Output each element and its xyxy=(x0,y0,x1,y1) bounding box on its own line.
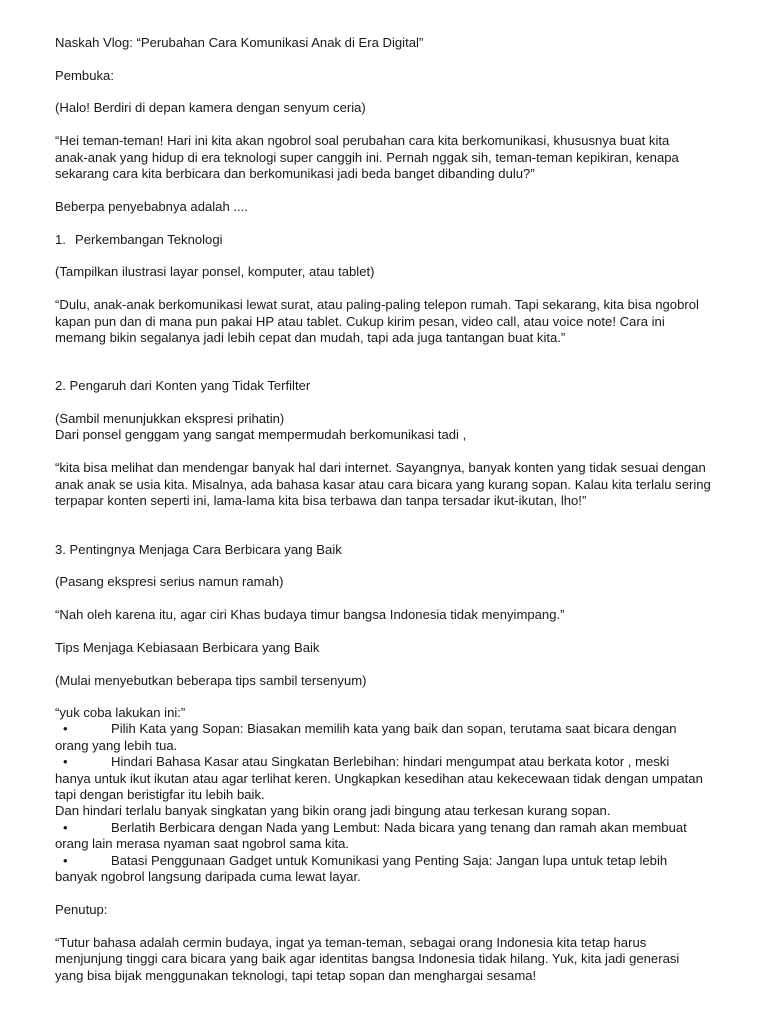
opening-text-line: “Hei teman-teman! Hari ini kita akan ngobrol soal perubahan cara kita berkomunikasi, khususnya buat kita xyxy=(55,133,670,148)
closing-text-line: “Tutur bahasa adalah cermin budaya, ingat ya teman-teman, sebagai orang Indonesia kita tetap harus xyxy=(55,935,647,950)
section3-quote: “Nah oleh karena itu, agar ciri Khas budaya timur bangsa Indonesia tidak menyimpang.” xyxy=(55,607,565,622)
section2-heading: 2. Pengaruh dari Konten yang Tidak Terfilter xyxy=(55,378,311,393)
bullet-icon: • xyxy=(63,754,68,769)
section2-text-line: terpapar konten seperti ini, lama-lama kita bisa terbawa dan tanpa tersadar ikut-ikutan, lho!” xyxy=(55,493,587,508)
tip-item-continuation: banyak ngobrol langsung daripada cuma lewat layar. xyxy=(55,869,361,884)
section1-number: 1. xyxy=(55,232,66,247)
section1-heading: Perkembangan Teknologi xyxy=(75,232,223,247)
section2-text-line: “kita bisa melihat dan mendengar banyak hal dari internet. Sayangnya, banyak konten yang tidak sesuai dengan xyxy=(55,460,706,475)
section1-text-line: kapan pun dan di mana pun pakai HP atau tablet. Cukup kirim pesan, video call, atau voice note! Cara ini xyxy=(55,314,665,329)
closing-text-line: menjunjung tinggi cara bicara yang baik agar identitas bangsa Indonesia tidak hilang. Yuk, kita jadi generasi xyxy=(55,951,680,966)
tip-item-text: Berlatih Berbicara dengan Nada yang Lembut: Nada bicara yang tenang dan ramah akan membuat xyxy=(111,820,687,835)
tip-item-text: Hindari Bahasa Kasar atau Singkatan Berlebihan: hindari mengumpat atau berkata kotor , meski xyxy=(111,754,670,769)
tip-item-continuation: tapi dengan beristigfar itu lebih baik. xyxy=(55,787,265,802)
section1-direction: (Tampilkan ilustrasi layar ponsel, komputer, atau tablet) xyxy=(55,264,375,279)
opening-heading: Pembuka: xyxy=(55,68,114,83)
section3-direction: (Pasang ekspresi serius namun ramah) xyxy=(55,574,284,589)
section2-direction: (Sambil menunjukkan ekspresi prihatin) xyxy=(55,411,285,426)
tips-heading: Tips Menjaga Kebiasaan Berbicara yang Baik xyxy=(55,640,320,655)
tip-item-continuation: Dan hindari terlalu banyak singkatan yang bikin orang jadi bingung atau terkesan kurang sopan. xyxy=(55,803,611,818)
section2-text-line: anak anak se usia kita. Misalnya, ada bahasa kasar atau cara bicara yang kurang sopan. Kalau kita terlalu sering xyxy=(55,477,711,492)
closing-heading: Penutup: xyxy=(55,902,108,917)
tip-item-text: Pilih Kata yang Sopan: Biasakan memilih kata yang baik dan sopan, terutama saat bicara dengan xyxy=(111,721,677,736)
bullet-icon: • xyxy=(63,820,68,835)
opening-direction: (Halo! Berdiri di depan kamera dengan senyum ceria) xyxy=(55,100,366,115)
tip-item-continuation: orang yang lebih tua. xyxy=(55,738,178,753)
tips-direction: (Mulai menyebutkan beberapa tips sambil tersenyum) xyxy=(55,673,367,688)
bullet-icon: • xyxy=(63,721,68,736)
causes-intro: Beberpa penyebabnya adalah .... xyxy=(55,199,248,214)
closing-text-line: yang bisa bijak menggunakan teknologi, tapi tetap sopan dan menghargai sesama! xyxy=(55,968,537,983)
section1-text-line: “Dulu, anak-anak berkomunikasi lewat surat, atau paling-paling telepon rumah. Tapi sekarang, kita bisa ngobrol xyxy=(55,297,699,312)
tip-item-text: Batasi Penggunaan Gadget untuk Komunikasi yang Penting Saja: Jangan lupa untuk tetap lebih xyxy=(111,853,668,868)
opening-text-line: sekarang cara kita berbicara dan berkomunikasi jadi beda banget dibanding dulu?” xyxy=(55,166,535,181)
section2-intro: Dari ponsel genggam yang sangat mempermudah berkomunikasi tadi , xyxy=(55,427,467,442)
section3-heading: 3. Pentingnya Menjaga Cara Berbicara yang Baik xyxy=(55,542,342,557)
bullet-icon: • xyxy=(63,853,68,868)
tip-item-continuation: orang lain merasa nyaman saat ngobrol sama kita. xyxy=(55,836,350,851)
section1-text-line: memang bikin segalanya jadi lebih cepat dan mudah, tapi ada juga tantangan buat kita.” xyxy=(55,330,566,345)
tip-item-continuation: hanya untuk ikut ikutan atau agar terlihat keren. Ungkapkan kesedihan atau kekecewaan tidak dengan umpatan xyxy=(55,771,703,786)
opening-text-line: anak-anak yang hidup di era teknologi super canggih ini. Pernah nggak sih, teman-teman kepikiran, kenapa xyxy=(55,150,679,165)
tips-intro: “yuk coba lakukan ini:” xyxy=(55,705,186,720)
document-title: Naskah Vlog: “Perubahan Cara Komunikasi Anak di Era Digital” xyxy=(55,35,424,50)
